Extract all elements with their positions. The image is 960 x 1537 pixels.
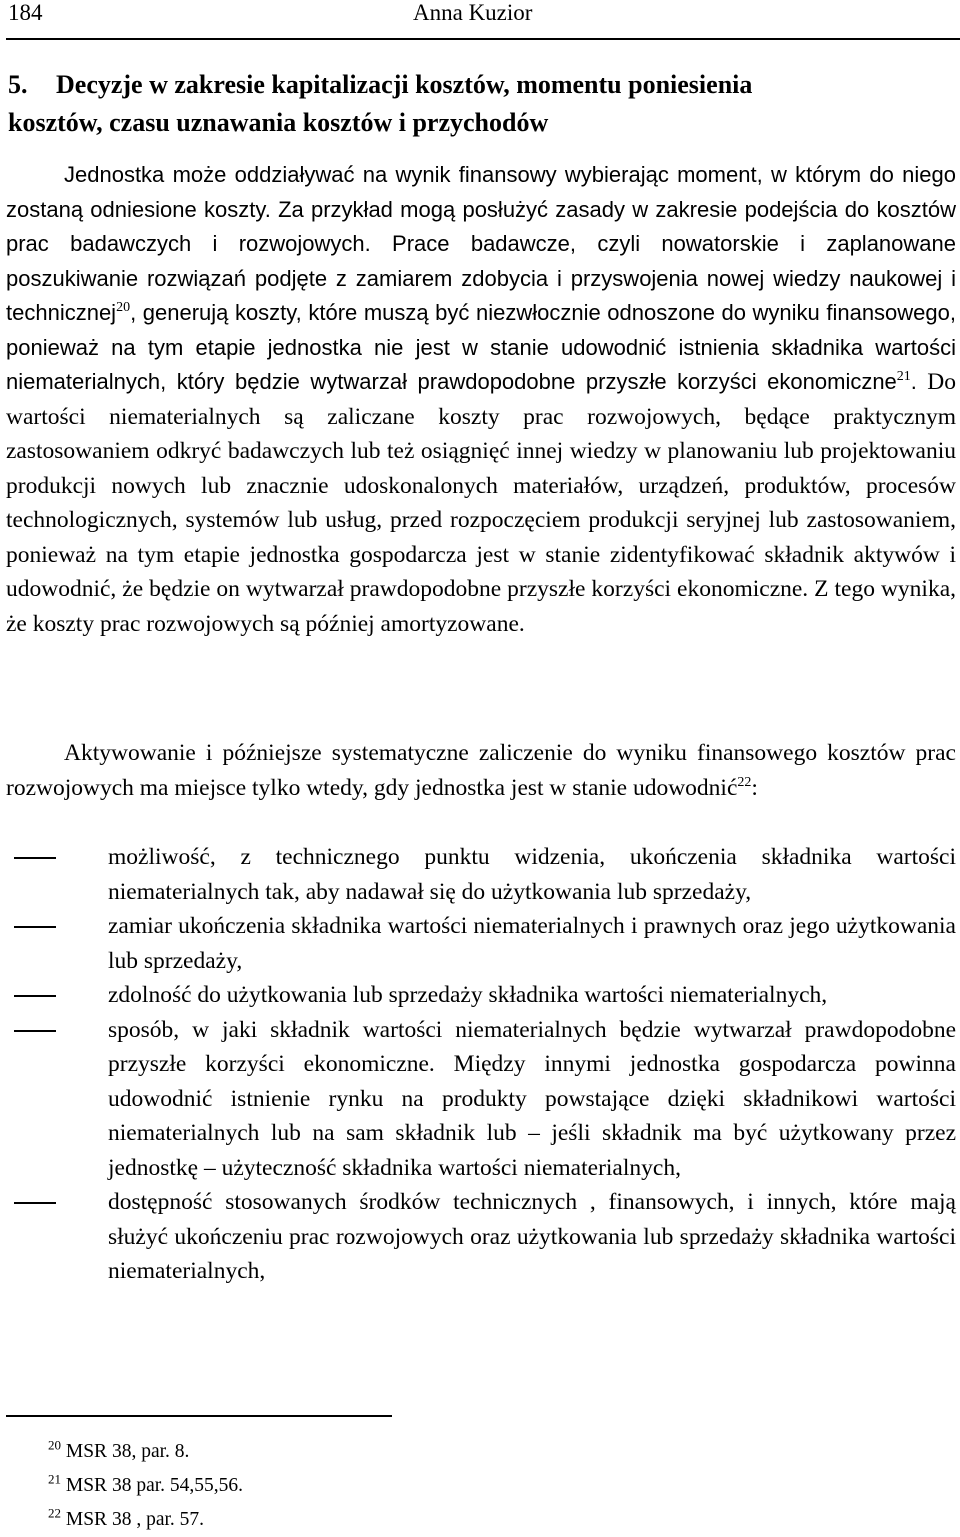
dash-bullet-icon	[14, 1030, 56, 1032]
paragraph-1	[6, 158, 956, 641]
page-number: 184	[8, 0, 43, 25]
footnote-ref-22: 22	[737, 774, 752, 790]
dash-bullet-icon	[14, 1202, 56, 1204]
paragraph-1-sentence-2: , generują koszty, które muszą być niezwłocznie odnoszone do wyniku finansowego, ponieważ na tym etapie jednostka nie jest w stanie udowodnić istnienia składnika wartości niematerialnych, który będzie wytwarzał prawdopodobne przyszłe korzyści ekonomiczne	[6, 300, 956, 394]
footnote-ref-21: 21	[896, 369, 911, 385]
list-item: możliwość, z technicznego punktu widzenia, ukończenia składnika wartości niematerialnych tak, aby nadawał się do użytkowania lub sprzedaży,	[6, 840, 956, 909]
paragraph-2-tail: :	[751, 774, 758, 801]
paragraph-1-sentence-3: Do wartości niematerialnych są zaliczane koszty prac rozwojowych, będące praktycznym zastosowaniem odkryć badawczych lub też osiągnięć innej wiedzy w planowaniu lub projektowaniu produkcji nowych lub znacznie udoskonalonych materiałów, urządzeń, produktów, procesów technologicznych, systemów lub usług, przed rozpoczęciem produkcji seryjnej lub zastosowaniem, ponieważ na tym etapie jednostka gospodarcza jest w stanie zidentyfikować składnik aktywów i udowodnić, że będzie on wytwarzał prawdopodobne przyszłe korzyści ekonomiczne. Z tego wynika, że koszty prac rozwojowych są później amortyzowane.	[6, 369, 956, 637]
dash-bullet-icon	[14, 857, 56, 859]
footnote-22: $^{22}$ MSR 38 , par. 57.	[48, 1505, 205, 1530]
header-rule	[6, 38, 960, 40]
list-item: zamiar ukończenia składnika wartości niematerialnych i prawnych oraz jego użytkowania lub sprzedaży,	[6, 909, 956, 978]
section-title-line2: kosztów, czasu uznawania kosztów i przychodów	[8, 108, 549, 137]
section-number: 5.	[8, 70, 28, 99]
dash-bullet-icon	[14, 926, 56, 928]
list-item: zdolność do użytkowania lub sprzedaży składnika wartości niematerialnych,	[6, 978, 956, 1013]
list-item: dostępność stosowanych środków technicznych , finansowych, i innych, które mają służyć ukończeniu prac rozwojowych oraz użytkowania lub sprzedaży składnika wartości niematerialnych,	[6, 1185, 956, 1289]
footnote-20: $^{20}$ MSR 38, par. 8.	[48, 1437, 190, 1462]
paragraph-1-period: .	[910, 369, 917, 394]
running-head-author: Anna Kuzior	[413, 0, 533, 25]
paragraph-2-text: Aktywowanie i późniejsze systematyczne zaliczenie do wyniku finansowego kosztów prac rozwojowych ma miejsce tylko wtedy, gdy jednostka jest w stanie udowodnić	[6, 740, 956, 801]
footnote-21: $^{21}$ MSR 38 par. 54,55,56.	[48, 1471, 244, 1496]
list-item: sposób, w jaki składnik wartości niematerialnych będzie wytwarzał prawdopodobne przyszłe korzyści ekonomiczne. Między innymi jednostka gospodarcza powinna udowodnić istnienie rynku na produkty powstające dzięki składnikowi wartości niematerialnych lub na sam składnik lub – jeśli składnik ma być użytkowany przez jednostkę – użyteczność składnika wartości niematerialnych,	[6, 1013, 956, 1186]
paragraph-1-sentence-1: Jednostka może oddziaływać na wynik finansowy wybierając moment, w którym do niego zostaną odniesione koszty. Za przykład mogą posłużyć zasady w zakresie podejścia do kosztów prac badawczych i rozwojowych. Prace badawcze, czyli nowatorskie i zaplanowane poszukiwanie rozwiązań podjęte z zamiarem zdobycia i przyswojenia nowej wiedzy naukowej i technicznej	[6, 162, 956, 325]
paragraph-2	[6, 736, 956, 805]
footnote-separator	[6, 1415, 392, 1417]
dash-bullet-icon	[14, 995, 56, 997]
criteria-list	[6, 840, 956, 1289]
section-heading	[8, 66, 948, 142]
page-header	[0, 0, 960, 40]
section-title-line1: Decyzje w zakresie kapitalizacji kosztów, momentu poniesienia	[56, 70, 753, 99]
footnote-ref-20: 20	[116, 300, 131, 316]
footnotes	[48, 1435, 243, 1537]
